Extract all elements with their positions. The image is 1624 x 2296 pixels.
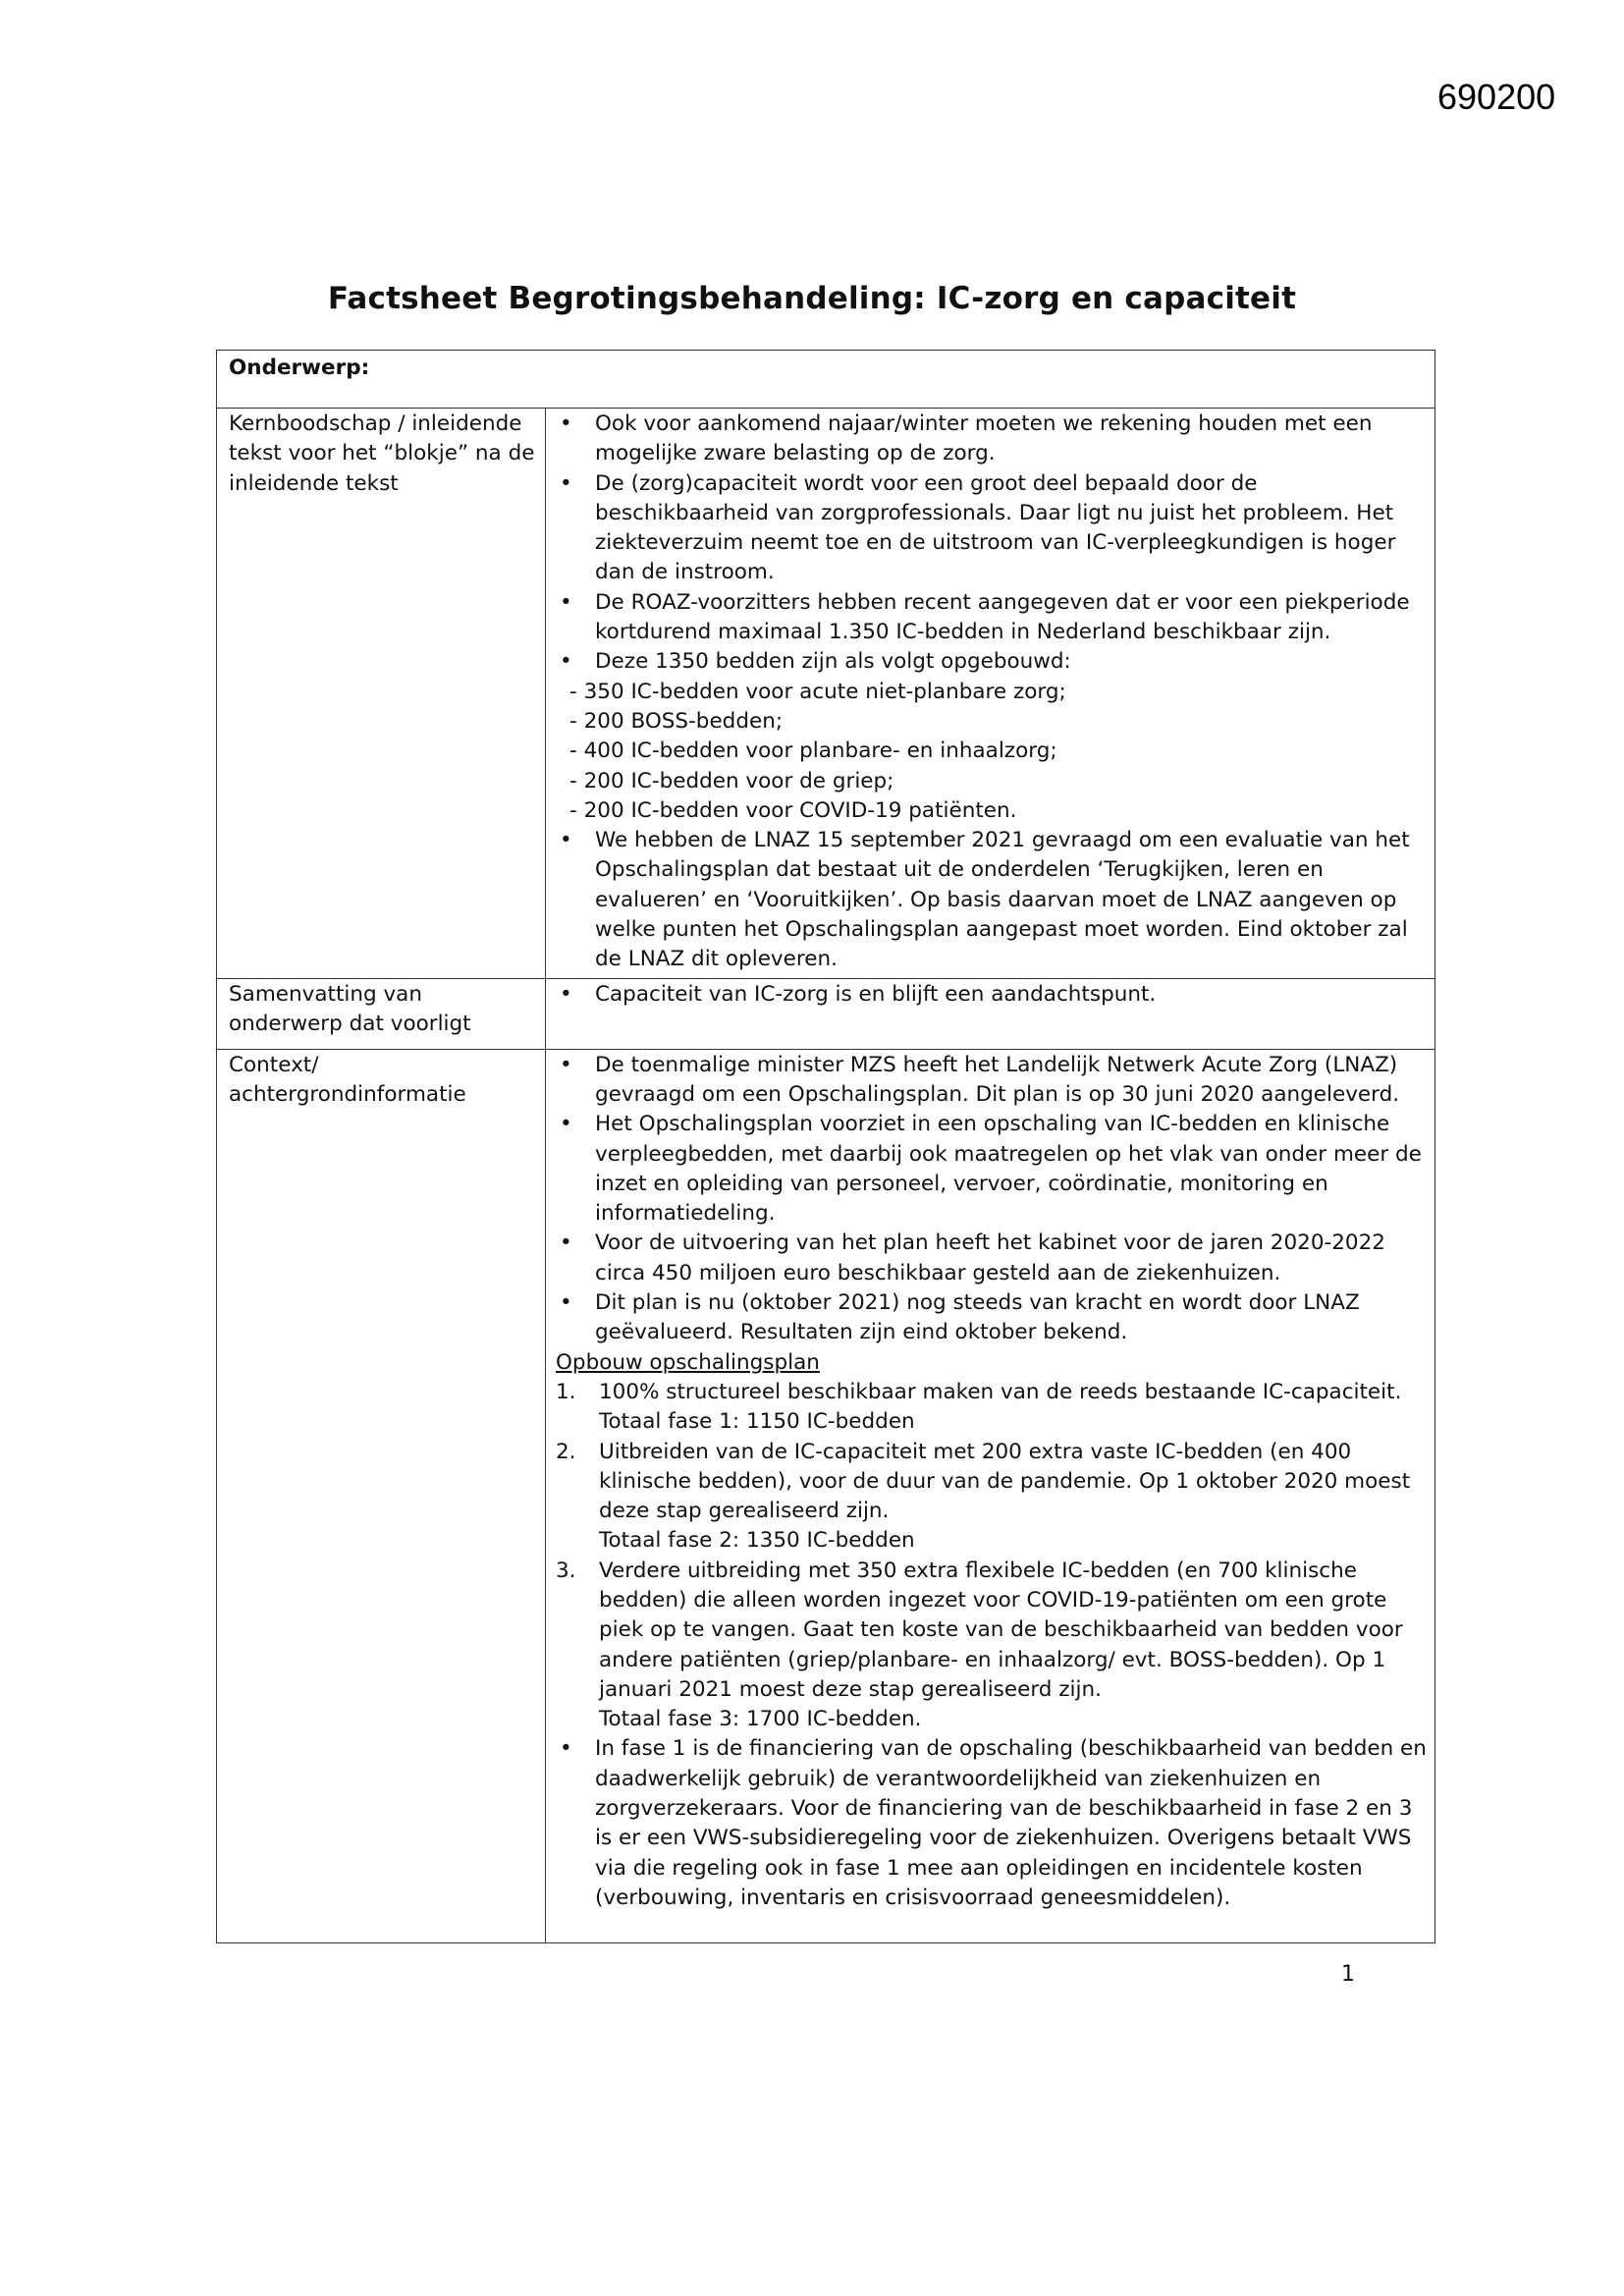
list-item: • De toenmalige minister MZS heeft het Landelijk Netwerk Acute Zorg (LNAZ) gevraagd om een Opschalingsplan. Dit plan is op 30 juni 2020 aangeleverd. (556, 1051, 1427, 1111)
list-item: - 200 BOSS-bedden; (569, 708, 784, 734)
table-row (217, 409, 1435, 979)
page-number: 1 (1341, 1962, 1355, 1987)
list-item: - 200 IC-bedden voor COVID-19 patiënten. (569, 797, 1017, 823)
step-total: Totaal fase 1: 1150 IC-bedden (599, 1409, 915, 1435)
numbered-step (556, 1557, 1427, 1735)
factsheet-table (216, 350, 1435, 1943)
step-text: Uitbreiden van de IC-capaciteit met 200 extra vaste IC-bedden (en 400 klinische bedden), voor de duur van de pandemie. Op 1 oktober 2020 moest deze stap gerealiseerd zijn. (599, 1439, 1411, 1524)
list-item: - 400 IC-bedden voor planbare- en inhaalzorg; (569, 738, 1057, 764)
header-label: Onderwerp: (217, 351, 1435, 409)
document-id: 690200 (1437, 77, 1556, 117)
list-item: • De ROAZ-voorzitters hebben recent aangegeven dat er voor een piekperiode kortdurend maximaal 1.350 IC-bedden in Nederland beschikbaar zijn. (556, 588, 1427, 648)
step-text: Verdere uitbreiding met 350 extra flexibele IC-bedden (en 700 klinische bedden) die alleen worden ingezet voor COVID-19-patiënten om een grote piek op te vangen. Gaat ten koste van de beschikbaarheid van bedden voor andere patiënten (griep/planbare- en inhaalzorg/ evt. BOSS-bedden). Op 1 januari 2021 moest deze stap gerealiseerd zijn. (599, 1558, 1403, 1702)
list-item: • De (zorg)capaciteit wordt voor een groot deel bepaald door de beschikbaarheid van zorgprofessionals. Daar ligt nu juist het probleem. Het ziekteverzuim neemt toe en de uitstroom van IC-verpleegkundigen is hoger dan de instroom. (556, 469, 1427, 588)
subheading: Opbouw opschalingsplan (556, 1349, 820, 1375)
row-label: Kernboodschap / inleidende tekst voor het “blokje” na de inleidende tekst (217, 409, 546, 979)
bed-breakdown-list (556, 678, 1427, 826)
step-total: Totaal fase 2: 1350 IC-bedden (599, 1528, 915, 1554)
step-text: 100% structureel beschikbaar maken van de reeds bestaande IC-capaciteit. (599, 1379, 1402, 1404)
table-row (217, 1049, 1435, 1942)
step-number: 2. (556, 1439, 576, 1464)
list-item: • We hebben de LNAZ 15 september 2021 gevraagd om een evaluatie van het Opschalingsplan dat bestaat uit de onderdelen ‘Terugkijken, leren en evalueren’ en ‘Vooruitkijken’. Op basis daarvan moet de LNAZ aangeven op welke punten het Opschalingsplan aangepast moet worden. Eind oktober zal de LNAZ dit opleveren. (556, 826, 1427, 974)
step-number: 1. (556, 1379, 576, 1404)
header-row (217, 351, 1435, 409)
list-item: • Capaciteit van IC-zorg is en blijft een aandachtspunt. (556, 980, 1427, 1010)
list-item: • Dit plan is nu (oktober 2021) nog steeds van kracht en wordt door LNAZ geëvalueerd. Resultaten zijn eind oktober bekend. (556, 1288, 1427, 1348)
list-item: • Deze 1350 bedden zijn als volgt opgebouwd: (556, 647, 1427, 677)
list-item: - 200 IC-bedden voor de griep; (569, 768, 894, 793)
list-item: • In fase 1 is de financiering van de opschaling (beschikbaarheid van bedden en daadwerkelijk gebruik) de verantwoordelijkheid van ziekenhuizen en zorgverzekeraars. Voor de financiering van de beschikbaarheid in fase 2 en 3 is er een VWS-subsidieregeling voor de ziekenhuizen. Overigens betaalt VWS via die regeling ook in fase 1 mee aan opleidingen en incidentele kosten (verbouwing, inventaris en crisisvoorraad geneesmiddelen). (556, 1734, 1427, 1913)
row-content (546, 978, 1435, 1049)
list-item: • Het Opschalingsplan voorziet in een opschaling van IC-bedden en klinische verpleegbedden, met daarbij ook maatregelen op het vlak van onder meer de inzet en opleiding van personeel, vervoer, coördinatie, monitoring en informatiedeling. (556, 1110, 1427, 1229)
table-row (217, 978, 1435, 1049)
row-label: Samenvatting van onderwerp dat voorligt (217, 978, 546, 1049)
step-total: Totaal fase 3: 1700 IC-bedden. (599, 1707, 922, 1732)
list-item: - 350 IC-bedden voor acute niet-planbare zorg; (569, 679, 1066, 704)
row-label: Context/ achtergrondinformatie (217, 1049, 546, 1942)
row-content (546, 409, 1435, 979)
step-number: 3. (556, 1558, 576, 1583)
numbered-step (556, 1378, 1427, 1438)
row-content (546, 1049, 1435, 1942)
numbered-step (556, 1438, 1427, 1557)
page-title: Factsheet Begrotingsbehandeling: IC-zorg en capaciteit (327, 281, 1297, 316)
list-item: • Voor de uitvoering van het plan heeft het kabinet voor de jaren 2020-2022 circa 450 miljoen euro beschikbaar gesteld aan de ziekenhuizen. (556, 1229, 1427, 1288)
list-item: • Ook voor aankomend najaar/winter moeten we rekening houden met een mogelijke zware belasting op de zorg. (556, 410, 1427, 469)
